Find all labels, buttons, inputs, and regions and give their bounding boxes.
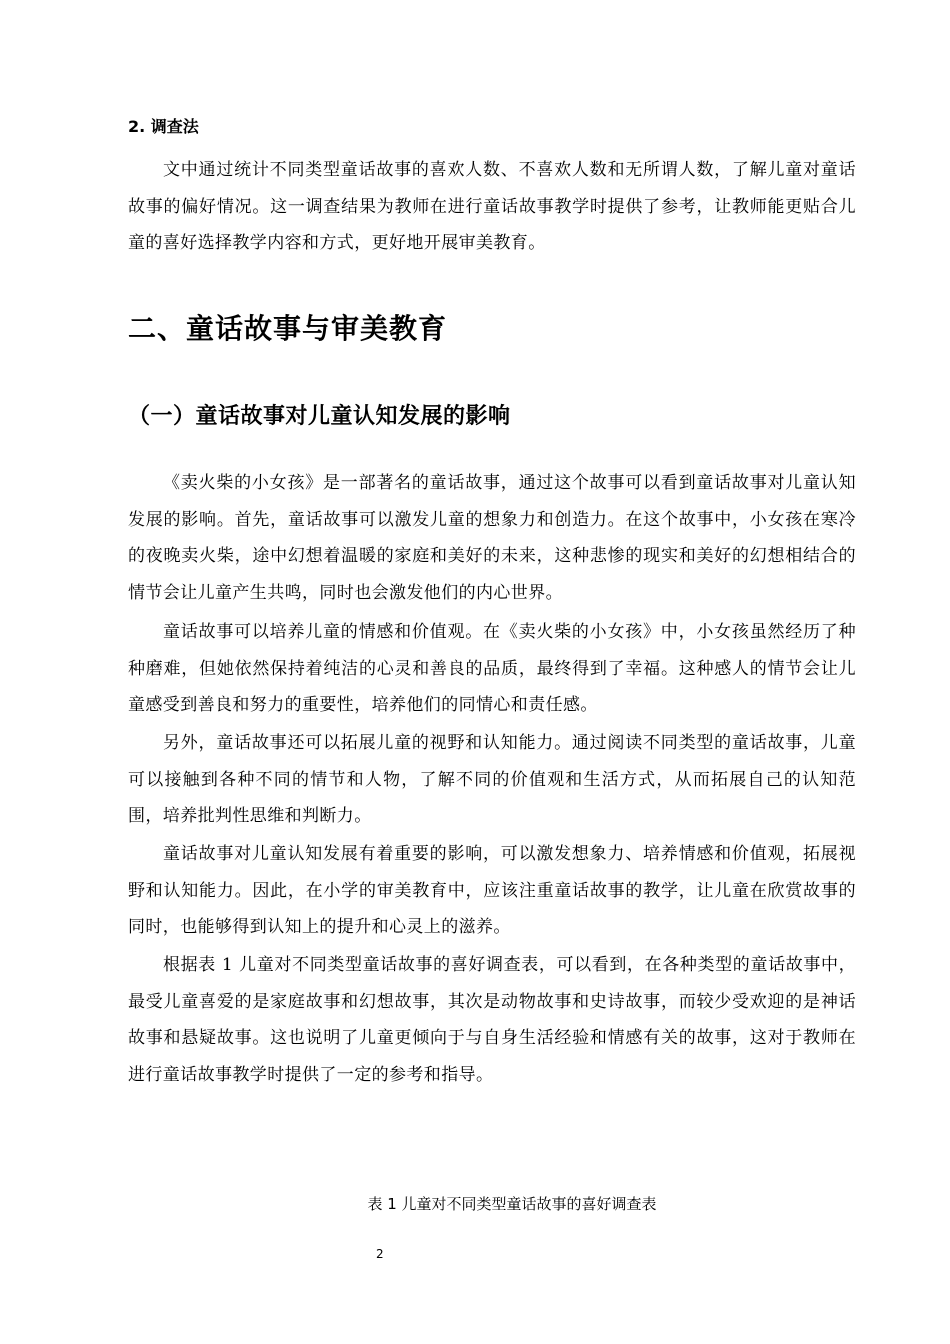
paragraph-summary: 童话故事对儿童认知发展有着重要的影响，可以激发想象力、培养情感和价值观，拓展视野和认知能力。因此，在小学的审美教育中，应该注重童话故事的教学，让儿童在欣赏故事的同时，也能够得到认知上的提升和心灵上的滋养。 (128, 844, 856, 937)
paragraph-emotion-values: 童话故事可以培养儿童的情感和价值观。在《卖火柴的小女孩》中，小女孩虽然经历了种种磨难，但她依然保持着纯洁的心灵和善良的品质，最终得到了幸福。这种感人的情节会让儿童感受到善良和努力的重要性，培养他们的同情心和责任感。 (128, 622, 856, 715)
page-number: 2 (376, 1247, 384, 1261)
section-heading-survey-method: 2. 调查法 (128, 117, 199, 136)
paragraph-survey-results: 根据表 1 儿童对不同类型童话故事的喜好调查表，可以看到，在各种类型的童话故事中，最受儿童喜爱的是家庭故事和幻想故事，其次是动物故事和史诗故事，而较少受欢迎的是神话故事和悬疑故事。这也说明了儿童更倾向于与自身生活经验和情感有关的故事，这对于教师在进行童话故事教学时提供了一定的参考和指导。 (128, 955, 856, 1085)
paragraph-horizon-cognition: 另外，童话故事还可以拓展儿童的视野和认知能力。通过阅读不同类型的童话故事，儿童可以接触到各种不同的情节和人物，了解不同的价值观和生活方式，从而拓展自己的认知范围，培养批判性思维和判断力。 (128, 733, 856, 826)
chapter-title: 二、童话故事与审美教育 (128, 312, 448, 345)
paragraph-match-girl-intro: 《卖火柴的小女孩》是一部著名的童话故事，通过这个故事可以看到童话故事对儿童认知发展的影响。首先，童话故事可以激发儿童的想象力和创造力。在这个故事中，小女孩在寒冷的夜晚卖火柴，途中幻想着温暖的家庭和美好的未来，这种悲惨的现实和美好的幻想相结合的情节会让儿童产生共鸣，同时也会激发他们的内心世界。 (128, 473, 856, 603)
table-caption: 表 1 儿童对不同类型童话故事的喜好调查表 (367, 1195, 657, 1213)
section-title-cognitive-impact: （一）童话故事对儿童认知发展的影响 (128, 404, 511, 429)
paragraph-survey-method: 文中通过统计不同类型童话故事的喜欢人数、不喜欢人数和无所谓人数，了解儿童对童话故事的偏好情况。这一调查结果为教师在进行童话故事教学时提供了参考，让教师能更贴合儿童的喜好选择教学内容和方式，更好地开展审美教育。 (128, 160, 856, 253)
